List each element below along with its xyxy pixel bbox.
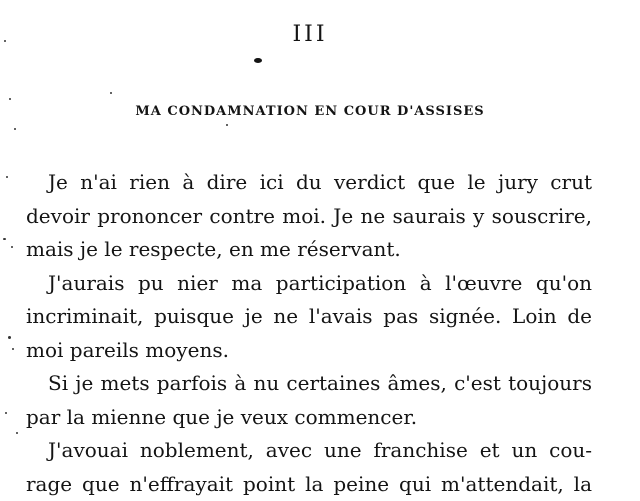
text-line-3: mais je le respecte, en me réservant.	[26, 233, 592, 267]
text-line-2: devoir prononcer contre moi. Je ne saurais y souscrire,	[26, 200, 592, 234]
scan-speck	[3, 238, 6, 240]
chapter-number: III	[0, 22, 620, 47]
text-line-4: J'aurais pu nier ma participation à l'œuvre qu'on	[26, 267, 592, 301]
scan-speck	[6, 176, 8, 178]
scan-speck	[11, 246, 13, 248]
text-line-8: par la mienne que je veux commencer.	[26, 401, 592, 435]
text-line-5: incriminait, puisque je ne l'avais pas signée. Loin de	[26, 300, 592, 334]
scan-speck	[12, 348, 14, 350]
text-line-7: Si je mets parfois à nu certaines âmes, c'est toujours	[26, 367, 592, 401]
scan-speck	[8, 336, 11, 339]
scan-speck	[4, 40, 6, 42]
text-line-10: rage que n'effrayait point la peine qui m'attendait, la	[26, 468, 592, 501]
scan-speck	[226, 124, 228, 126]
ornament-dot	[254, 58, 262, 63]
scan-speck	[110, 92, 112, 94]
text-line-6: moi pareils moyens.	[26, 334, 592, 368]
chapter-title: MA CONDAMNATION EN COUR D'ASSISES	[0, 104, 620, 119]
body-text	[26, 166, 592, 501]
text-line-1: Je n'ai rien à dire ici du verdict que le jury crut	[26, 166, 592, 200]
scan-speck	[16, 432, 18, 434]
scan-speck	[5, 412, 7, 414]
text-line-9: J'avouai noblement, avec une franchise et un cou-	[26, 434, 592, 468]
scan-speck	[14, 128, 16, 130]
scan-speck	[9, 98, 11, 100]
